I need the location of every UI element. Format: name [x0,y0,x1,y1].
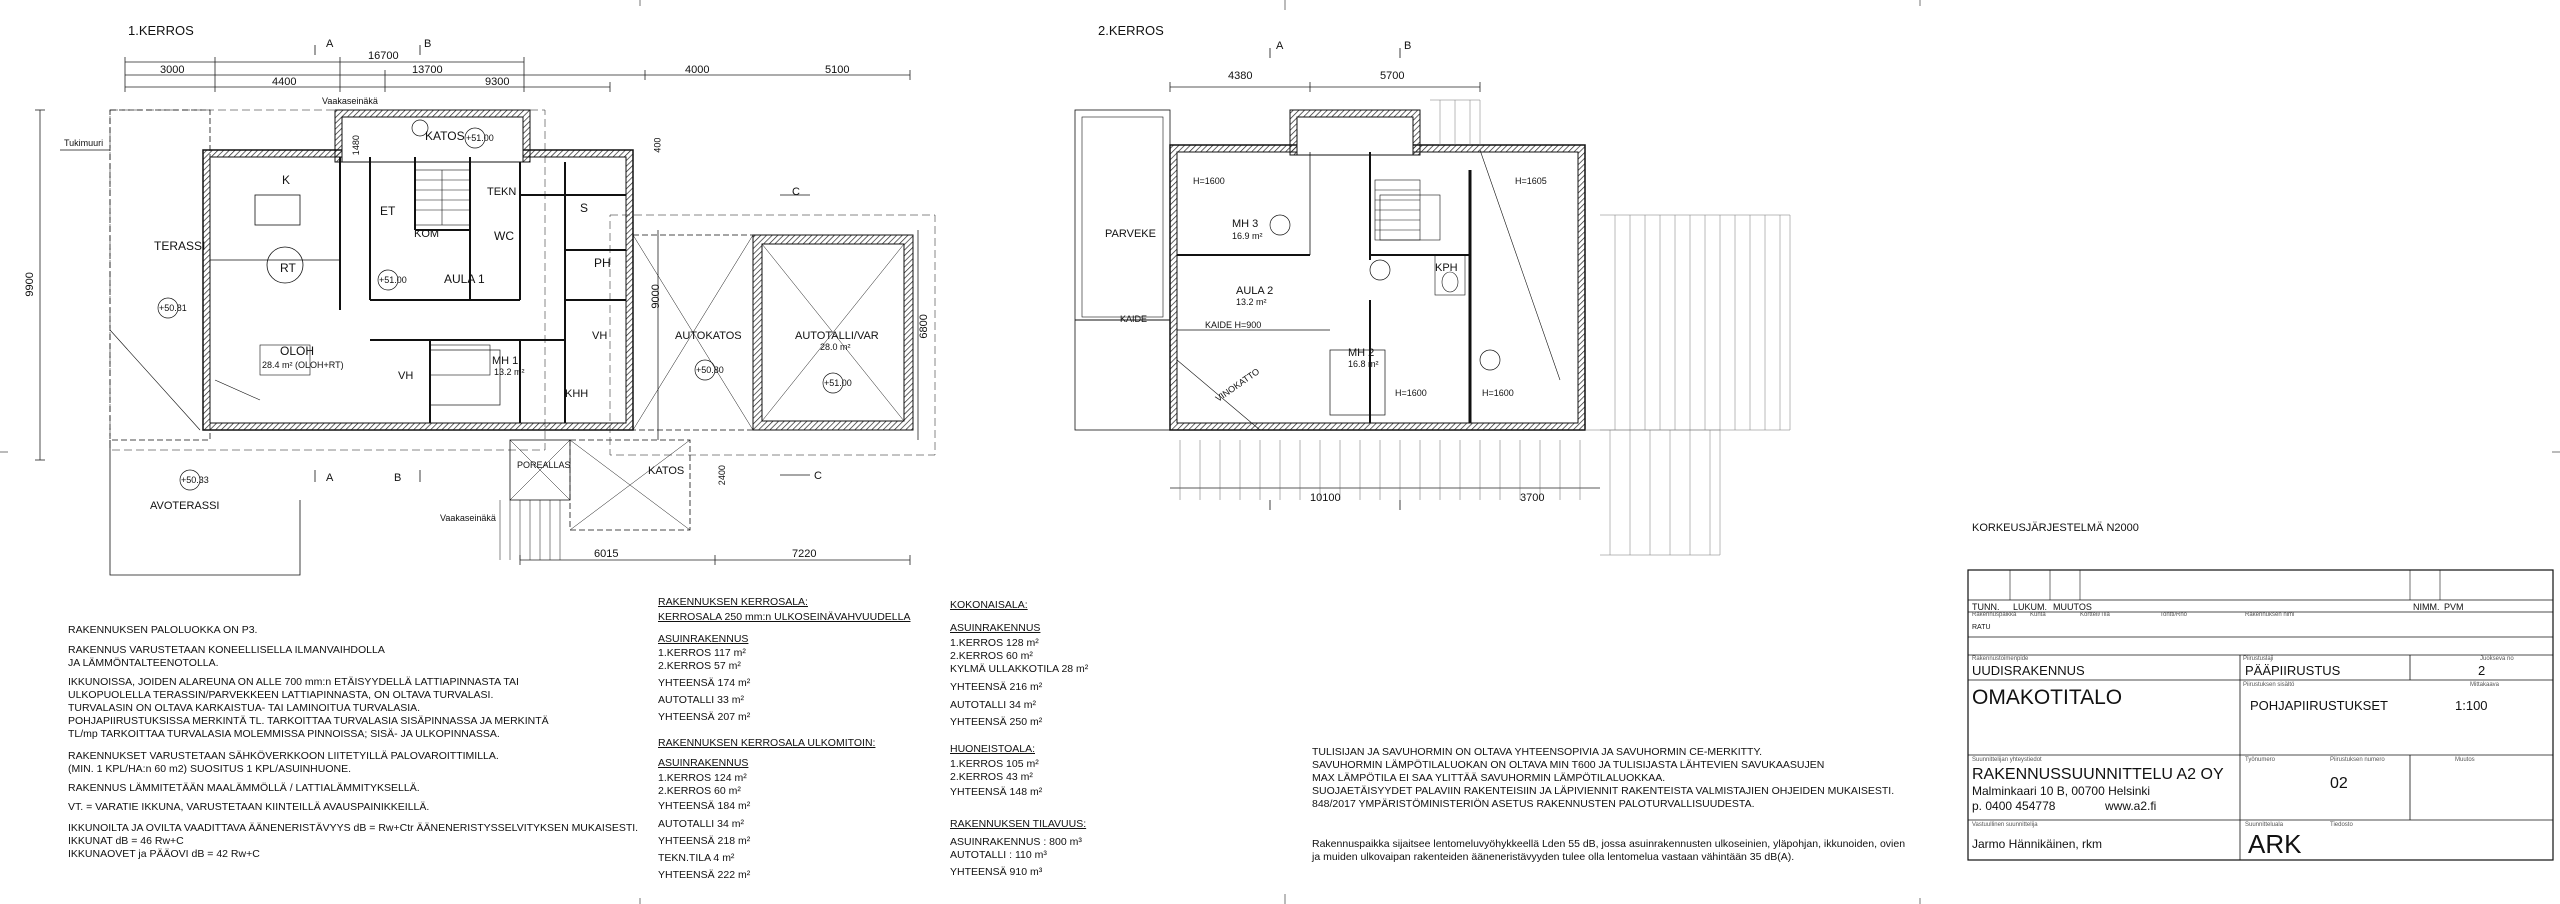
room-mh1-area: 13.2 m² [494,367,525,377]
kokonaisala-row: 2.KERROS 60 m² [950,650,1033,662]
titleblock-drawing-no: 02 [2330,775,2348,792]
titleblock-header: LUKUM. [2013,602,2048,612]
dim-label: 4400 [272,76,297,88]
note-line: TURVALASIN ON OLTAVA KARKAISTUA- TAI LAMINOITUA TURVALASIA. [68,702,421,714]
room-tekn: TEKN [487,186,517,198]
note-line: IKKUNAOVET ja PÄÄOVI dB = 42 Rw+C [68,848,260,860]
room-aula1: AULA 1 [444,272,485,286]
label-height: H=1605 [1515,176,1547,186]
room-ph: PH [594,256,611,270]
room-rt: RT [280,261,296,275]
titleblock-content: POHJAPIIRUSTUKSET [2250,698,2388,713]
dim-label: 5100 [825,64,850,76]
tilavuus-row: AUTOTALLI : 110 m³ [950,849,1047,861]
kokonaisala-row: 1.KERROS 128 m² [950,637,1039,649]
kerrosala-ulko-total: YHTEENSÄ 222 m² [658,869,751,881]
titleblock-designer: Jarmo Hännikäinen, rkm [1972,837,2103,851]
dim-label: 7220 [792,548,817,560]
note-line: POHJAPIIRUSTUKSISSA MERKINTÄ TL. TARKOITTAA TURVALASIA SISÄPINNASSA JA MERKINTÄ [68,715,549,727]
room-wc: WC [494,229,514,243]
kerrosala-total: YHTEENSÄ 174 m² [658,677,751,689]
kerrosala-ulko-row: 2.KERROS 60 m² [658,785,741,797]
note-line: Rakennuspaikka sijaitsee lentomeluvyöhykkeellä Lden 55 dB, jossa asuinrakennusten ulkoseinien, yläpohjan, ikkunoiden, ovien [1312,838,1906,850]
section-mark: B [394,472,402,484]
label-height: H=1600 [1482,388,1514,398]
room-katos-top: KATOS [425,129,465,143]
level-mark: +50.80 [696,365,724,375]
kerrosala-asuin: ASUINRAKENNUS [658,633,749,645]
kerrosala-ulko-title: RAKENNUKSEN KERROSALA ULKOMITOIN: [658,737,876,749]
room-parveke: PARVEKE [1105,228,1156,240]
titleblock-small: Suunnittelijan yhteystiedot [1972,757,2042,763]
room-terassi: TERASSI [154,239,206,253]
titleblock-small: Suunnitteluala [2245,822,2284,828]
kerrosala-ulko-total: YHTEENSÄ 184 m² [658,800,751,812]
titleblock-small: Rakennustoimenpide [1972,656,2029,662]
room-mh3: MH 3 [1232,218,1259,230]
section-mark: A [1276,40,1284,52]
section-mark: B [424,38,432,50]
titleblock-header: TUNN. [1972,602,2000,612]
titleblock-uudis: UUDISRAKENNUS [1972,663,2085,678]
dim-label: 9300 [485,76,510,88]
room-autotalli: AUTOTALLI/VAR [795,330,879,342]
huoneistoala-row: 1.KERROS 105 m² [950,758,1039,770]
dim-label: 6015 [594,548,619,560]
label-vaakaseinake: Vaakaseinäkä [440,513,496,523]
tilavuus-total: YHTEENSÄ 910 m³ [950,866,1043,878]
huoneistoala-total: YHTEENSÄ 148 m² [950,786,1043,798]
room-et: ET [380,204,396,218]
floor1-title: 1.KERROS [128,23,194,38]
note-line: RAKENNUS LÄMMITETÄÄN MAALÄMMÖLLÄ / LATTIALÄMMITYKSELLÄ. [68,782,420,794]
note-line: TL/mp TARKOITTAA TURVALASIA MOLEMMISSA PINNOISSA; SISÄ- JA ULKOPINNASSA. [68,728,500,740]
note-line: 848/2017 YMPÄRISTÖMINISTERIÖN ASETUS RAKENNUSTEN PALOTURVALLISUUDESTA. [1312,798,1755,810]
section-mark: A [326,472,334,484]
note-line: RAKENNUKSEN PALOLUOKKA ON P3. [68,624,258,636]
note-line: VT. = VARATIE IKKUNA, VARUSTETAAN KIINTEILLÄ AVAUSPAINIKKEILLÄ. [68,801,430,813]
kerrosala-row: 1.KERROS 117 m² [658,647,746,659]
room-oloh-area: 28.4 m² (OLOH+RT) [262,360,344,370]
titleblock-header: MUUTOS [2053,602,2092,612]
dim-label: 1480 [350,135,361,156]
section-mark: A [326,38,334,50]
label-tukimuuri: Tukimuuri [64,138,104,148]
titleblock-small: Rakennuspaikka [1972,612,2017,618]
height-system-label: KORKEUSJÄRJESTELMÄ N2000 [1972,522,2139,534]
dim-label: 9000 [649,284,662,309]
dim-label: 16700 [368,50,399,62]
titleblock-scale: 1:100 [2455,698,2488,713]
titleblock-small: Tiedosto [2330,822,2353,828]
huoneistoala-title: HUONEISTOALA: [950,743,1035,755]
kokonaisala-row: KYLMÄ ULLAKKOTILA 28 m² [950,663,1089,675]
level-mark: +51.00 [379,275,407,285]
room-autokatos: AUTOKATOS [675,330,742,342]
dim-label: 3000 [160,64,185,76]
room-mh2: MH 2 [1348,347,1375,359]
room-mh2-area: 16.8 m² [1348,359,1379,369]
note-line: RAKENNUKSET VARUSTETAAN SÄHKÖVERKKOON LIITETYILLÄ PALOVAROITTIMILLA. [68,750,499,762]
room-kph: KPH [1435,262,1458,274]
room-oloh: OLOH [280,344,315,358]
floor2-walls [1075,110,1585,430]
kerrosala-autotalli: AUTOTALLI 33 m² [658,694,744,706]
titleblock-small: Juokseva no [2480,656,2514,662]
level-mark: +51.00 [466,133,494,143]
note-line: ULKOPUOLELLA TERASSIN/PARVEKKEEN LATTIAPINNASTA, ON OLTAVA TURVALASI. [68,689,494,701]
kokonaisala-total: YHTEENSÄ 250 m² [950,716,1043,728]
floor2-roof-lines [1180,440,1580,500]
kerrosala-row: 2.KERROS 57 m² [658,660,741,672]
kerrosala-ulko-autotalli: AUTOTALLI 34 m² [658,818,744,830]
dim-label: 9900 [23,272,36,297]
room-k: K [282,173,291,187]
note-line: RAKENNUS VARUSTETAAN KONEELLISELLA ILMANVAIHDOLLA [68,644,385,656]
huoneistoala-row: 2.KERROS 43 m² [950,771,1033,783]
label-height: H=1600 [1193,176,1225,186]
room-vh: VH [592,330,608,342]
room-kom: KOM [414,228,440,240]
dim-label: 10100 [1310,492,1341,504]
dim-label: 13700 [412,64,443,76]
room-khh: KHH [565,388,589,400]
level-mark: +51.00 [824,378,852,388]
section-mark: B [1404,40,1412,52]
titleblock-ark: ARK [2248,829,2302,859]
titleblock-small: Rakennuksen nimi [2245,612,2295,618]
dim-label: 4380 [1228,70,1253,82]
room-mh1: MH 1 [492,355,519,367]
note-line: IKKUNOISSA, JOIDEN ALAREUNA ON ALLE 700 mm:n ETÄISYYDELLÄ LATTIAPINNASTA TAI [68,676,519,688]
label-kaide: KAIDE [1120,314,1148,324]
room-s: S [580,201,589,215]
note-line: IKKUNAT dB = 46 Rw+C [68,835,184,847]
room-mh3-area: 16.9 m² [1232,231,1263,241]
kokonaisala-asuin: ASUINRAKENNUS [950,622,1041,634]
room-poreallas: POREALLAS [517,460,571,470]
note-line: MAX LÄMPÖTILA EI SAA YLITTÄÄ SAVUHORMIN LÄMPÖTILALUOKKAA. [1312,772,1666,784]
kerrosala-ulko-row: 1.KERROS 124 m² [658,772,747,784]
label-kaide-h: KAIDE H=900 [1205,320,1262,330]
floor2-title: 2.KERROS [1098,23,1164,38]
room-autotalli-area: 28.0 m² [820,342,851,352]
titleblock-paapiir: PÄÄPIIRUSTUS [2245,663,2341,678]
room-avoterassi: AVOTERASSI [150,500,220,512]
titleblock-phone: p. 0400 454778 [1972,799,2056,813]
kokonaisala-title: KOKONAISALA: [950,599,1028,611]
label-height: H=1600 [1395,388,1427,398]
titleblock-small: Muutos [2455,757,2475,763]
kerrosala-ulko-asuin: ASUINRAKENNUS [658,757,749,769]
titleblock-small: Piirustuksen sisältö [2243,682,2295,688]
titleblock-small: Kunta [2030,612,2046,618]
tilavuus-title: RAKENNUKSEN TILAVUUS: [950,818,1087,830]
note-line: SUOJAETÄISYYDET PALAVIIN RAKENTEISIIN JA LÄPIVIENNIT RAKENTEISTA VALMISTAJIEN OHJEIDEN MUKAISESTI. [1312,785,1895,797]
titleblock-company: RAKENNUSSUUNNITTELU A2 OY [1972,766,2224,783]
note-line: IKKUNOILTA JA OVILTA VAADITTAVA ÄÄNENERISTÄVYYS dB = Rw+Ctr ÄÄNENERISTYSSELVITYKSEN MUKAISESTI. [68,822,639,834]
section-mark: C [814,470,822,482]
kerrosala-ulko-tekn: TEKN.TILA 4 m² [658,852,735,864]
titleblock-small: Mittakaava [2470,682,2500,688]
dim-label: 6800 [917,314,930,339]
label-vinokatto: VINOKATTO [1213,366,1262,404]
titleblock-jno: 2 [2478,663,2486,678]
titleblock-small: Työnumero [2245,757,2276,763]
level-mark: +50.81 [159,303,187,313]
kokonaisala-total: YHTEENSÄ 216 m² [950,681,1043,693]
kerrosala-sub: KERROSALA 250 mm:n ULKOSEINÄVAHVUUDELLA [658,611,911,623]
titleblock-small: Piirustuslaji [2243,656,2274,662]
note-line: ja muiden ulkovaipan rakenteiden ääneneristävyyden tulee olla lentomelua vastaan vähintään 35 dB(A). [1312,851,1795,863]
titleblock-small: Piirustuksen numero [2330,757,2385,763]
titleblock-building: OMAKOTITALO [1972,686,2123,709]
kerrosala-total: YHTEENSÄ 207 m² [658,711,751,723]
level-mark: +50.33 [181,475,209,485]
room-aula2-area: 13.2 m² [1236,297,1267,307]
room-vh: VH [398,370,414,382]
tilavuus-row: ASUINRAKENNUS : 800 m³ [950,836,1082,848]
section-mark: C [792,186,800,198]
note-line: (MIN. 1 KPL/HA:n 60 m2) SUOSITUS 1 KPL/ASUINHUONE. [68,763,351,775]
titleblock-small: Vastuullinen suunnittelija [1972,822,2038,828]
titleblock-header: PVM [2444,602,2464,612]
kerrosala-title: RAKENNUKSEN KERROSALA: [658,596,808,608]
dim-label: 5700 [1380,70,1405,82]
dim-label: 2400 [716,465,727,486]
note-line: TULISIJAN JA SAVUHORMIN ON OLTAVA YHTEENSOPIVIA JA SAVUHORMIN CE-MERKITTY. [1312,746,1763,758]
note-line: JA LÄMMÖNTALTEENOTOLLA. [68,657,219,669]
label-vaakaseinake: Vaakaseinäkä [322,96,378,106]
titleblock-ratu: RATU [1972,624,1991,631]
titleblock-web: www.a2.fi [2105,799,2157,813]
titleblock-address: Malminkaari 10 B, 00700 Helsinki [1972,784,2151,798]
room-aula2: AULA 2 [1236,285,1274,297]
dim-label: 400 [652,137,663,153]
titleblock-small: Tontti/Rno [2160,612,2188,618]
dim-label: 4000 [685,64,710,76]
titleblock-header: NIMM. [2413,602,2440,612]
kokonaisala-autotalli: AUTOTALLI 34 m² [950,699,1036,711]
titleblock-small: Kortteli/Tila [2080,612,2110,618]
dim-label: 3700 [1520,492,1545,504]
room-katos-bottom: KATOS [648,465,685,477]
kerrosala-ulko-total: YHTEENSÄ 218 m² [658,835,751,847]
note-line: SAVUHORMIN LÄMPÖTILALUOKAN ON OLTAVA MIN T600 JA TULISIJASTA LÄHTEVIEN SAVUKAASUJEN [1312,759,1825,771]
